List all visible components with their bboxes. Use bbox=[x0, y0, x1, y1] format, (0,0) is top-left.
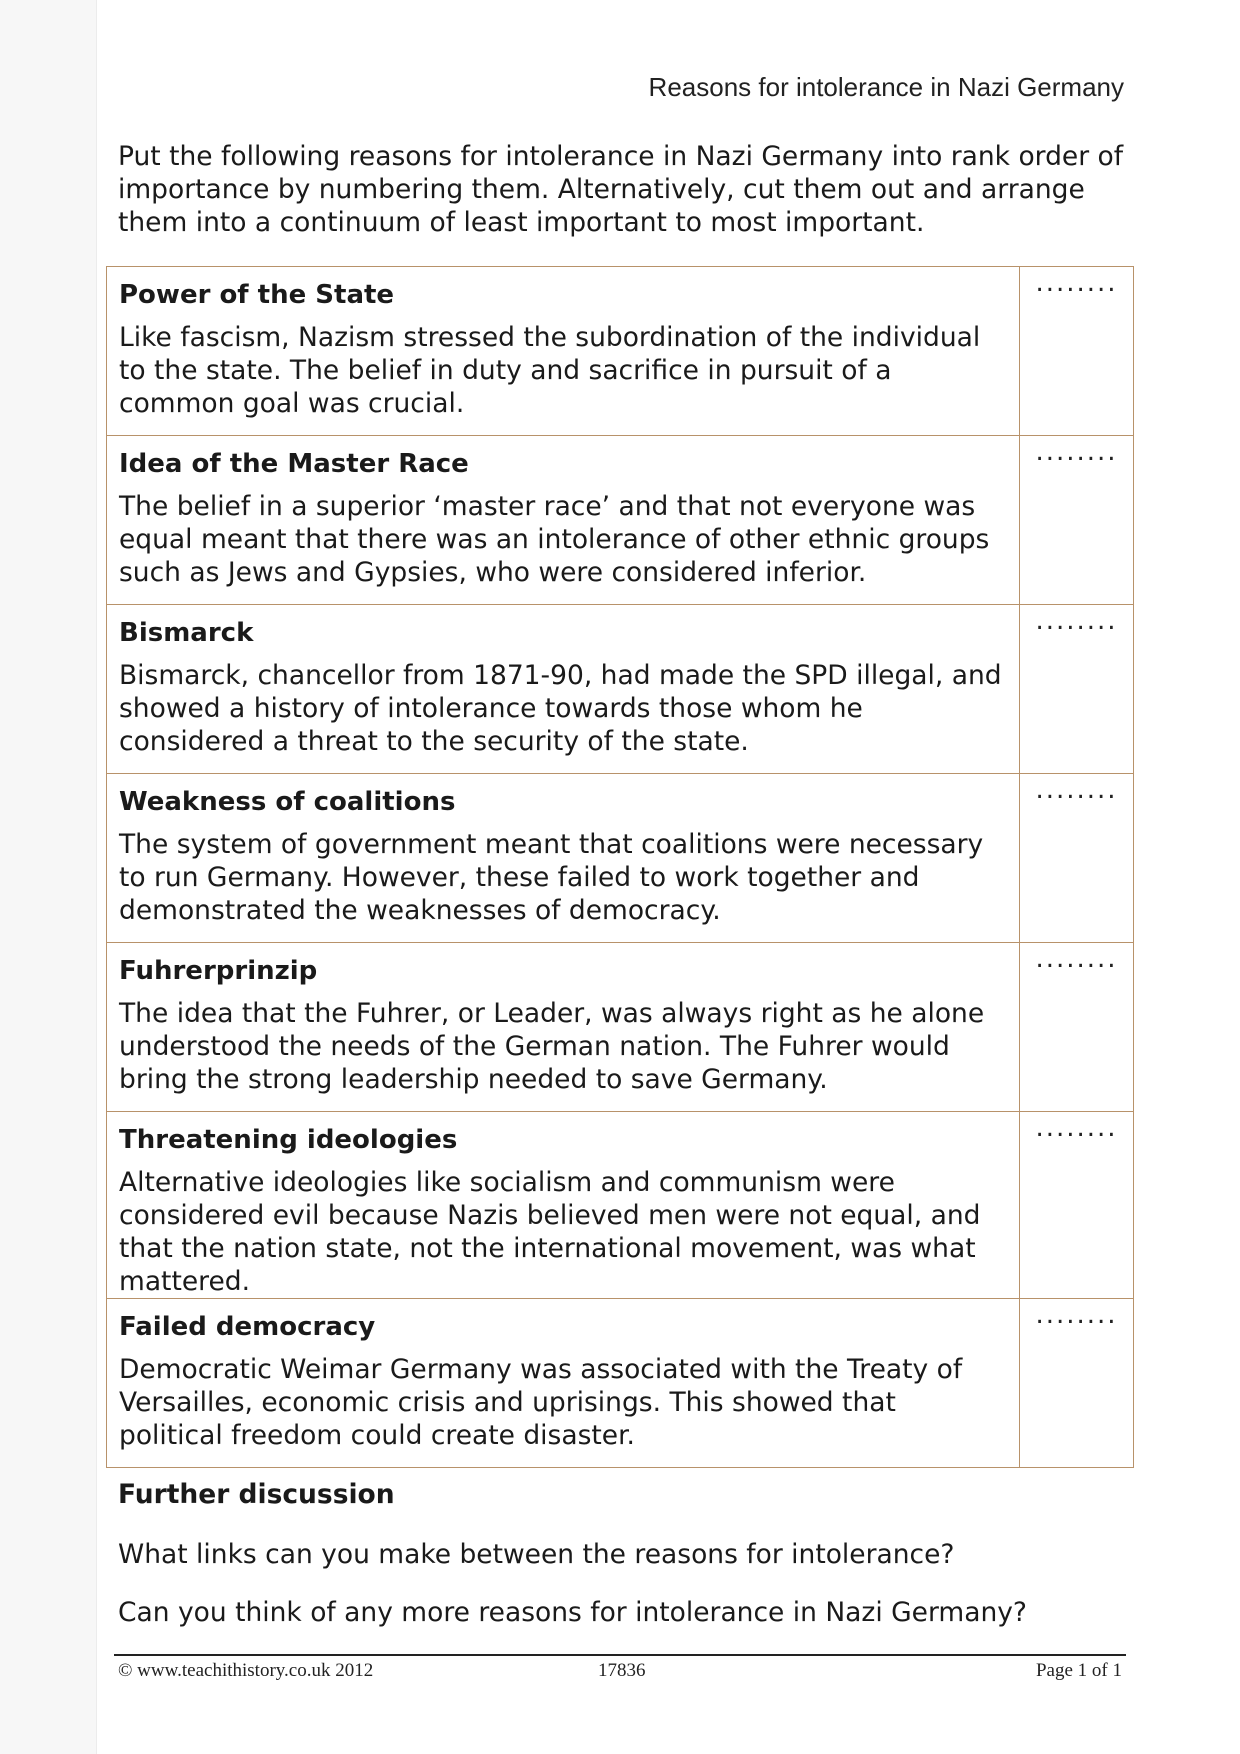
rank-box[interactable]: ........ bbox=[1020, 436, 1134, 605]
reason-description: Bismarck, chancellor from 1871-90, had made the SPD illegal, and showed a history of intolerance towards those whom he considered a threat to the security of the state. bbox=[119, 660, 1002, 757]
reason-cell bbox=[107, 1299, 1020, 1468]
rank-box[interactable]: ........ bbox=[1020, 267, 1134, 436]
rank-box[interactable]: ........ bbox=[1020, 943, 1134, 1112]
page-margin bbox=[0, 0, 96, 1754]
discussion-question: Can you think of any more reasons for intolerance in Nazi Germany? bbox=[118, 1597, 1027, 1628]
reason-description: Alternative ideologies like socialism and communism were considered evil because Nazis believed men were not equal, and that the nation state, not the international movement, was what mattered. bbox=[119, 1167, 981, 1297]
table-row bbox=[107, 267, 1134, 436]
reason-cell bbox=[107, 943, 1020, 1112]
instructions: Put the following reasons for intolerance in Nazi Germany into rank order of importance by numbering them. Alternatively, cut them out and arrange them into a continuum of least important to most important. bbox=[118, 141, 1124, 238]
table-row bbox=[107, 436, 1134, 605]
rank-box[interactable]: ........ bbox=[1020, 1299, 1134, 1468]
page-header-title: Reasons for intolerance in Nazi Germany bbox=[648, 72, 1124, 102]
reason-cell bbox=[107, 267, 1020, 436]
reason-title: Idea of the Master Race bbox=[119, 449, 469, 479]
table-row bbox=[107, 774, 1134, 943]
reason-description: The idea that the Fuhrer, or Leader, was always right as he alone understood the needs of the German nation. The Fuhrer would bring the strong leadership needed to save Germany. bbox=[119, 998, 985, 1095]
page-number: Page 1 of 1 bbox=[1035, 1660, 1122, 1681]
discussion-question: What links can you make between the reasons for intolerance? bbox=[118, 1539, 955, 1570]
resource-code: 17836 bbox=[598, 1660, 646, 1681]
reason-cell bbox=[107, 605, 1020, 774]
rank-box[interactable]: ........ bbox=[1020, 605, 1134, 774]
further-discussion-heading: Further discussion bbox=[118, 1479, 395, 1510]
reason-cell bbox=[107, 1112, 1020, 1299]
reason-description: Like fascism, Nazism stressed the subordination of the individual to the state. The belief in duty and sacrifice in pursuit of a common goal was crucial. bbox=[119, 322, 981, 419]
table-row bbox=[107, 605, 1134, 774]
reason-description: The belief in a superior ‘master race’ and that not everyone was equal meant that there was an intolerance of other ethnic groups such as Jews and Gypsies, who were considered inferior. bbox=[119, 491, 990, 588]
reason-cell bbox=[107, 774, 1020, 943]
reason-description: Democratic Weimar Germany was associated with the Treaty of Versailles, economic crisis and uprisings. This showed that political freedom could create disaster. bbox=[119, 1354, 963, 1451]
reason-title: Power of the State bbox=[119, 280, 395, 310]
copyright-text: © www.teachithistory.co.uk 2012 bbox=[118, 1660, 374, 1681]
table-row bbox=[107, 943, 1134, 1112]
rank-box[interactable]: ........ bbox=[1020, 1112, 1134, 1299]
footer-divider bbox=[114, 1654, 1126, 1656]
page-footer bbox=[118, 1660, 1122, 1688]
reason-title: Threatening ideologies bbox=[119, 1125, 458, 1155]
table-row bbox=[107, 1299, 1134, 1468]
reason-cell bbox=[107, 436, 1020, 605]
reasons-table bbox=[106, 266, 1134, 1468]
reason-title: Fuhrerprinzip bbox=[119, 956, 318, 986]
reason-title: Bismarck bbox=[119, 618, 254, 648]
reason-description: The system of government meant that coalitions were necessary to run Germany. However, these failed to work together and demonstrated the weaknesses of democracy. bbox=[119, 829, 984, 926]
rank-box[interactable]: ........ bbox=[1020, 774, 1134, 943]
table-row bbox=[107, 1112, 1134, 1299]
reason-title: Weakness of coalitions bbox=[119, 787, 456, 817]
page-edge bbox=[96, 0, 97, 1754]
reason-title: Failed democracy bbox=[119, 1312, 376, 1342]
